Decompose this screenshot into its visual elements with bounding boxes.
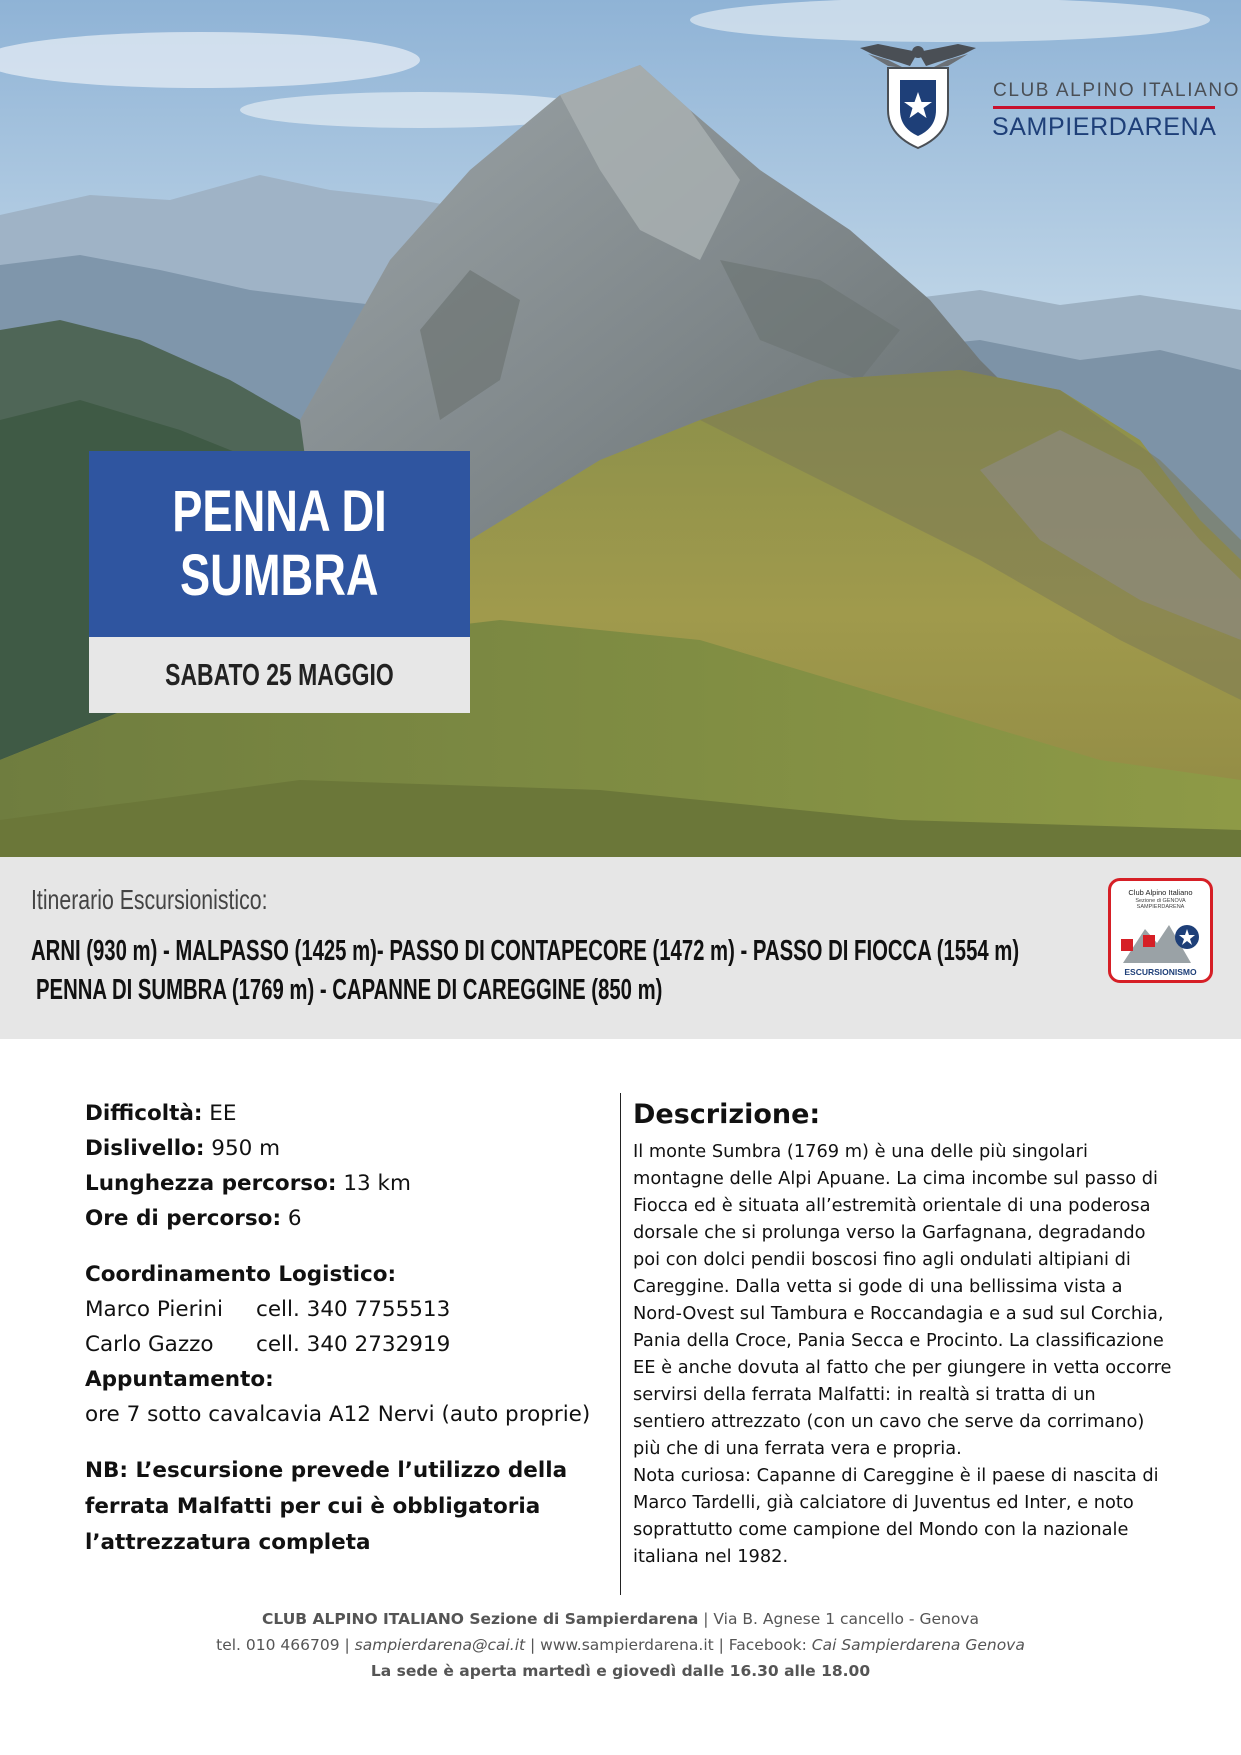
equipment-note: NB: L’escursione prevede l’utilizzo della ferrata Malfatti per cui è obbligatoria l’attrezzatura completa bbox=[85, 1458, 568, 1555]
contact-phone[interactable]: cell. 340 7755513 bbox=[256, 1297, 451, 1322]
logo-subtitle: SAMPIERDARENA bbox=[992, 113, 1217, 141]
badge-line-2: Sezione di GENOVA SAMPIERDARENA bbox=[1135, 898, 1186, 910]
length-label: Lunghezza percorso: bbox=[85, 1171, 337, 1196]
contact-name: Marco Pierini bbox=[85, 1297, 224, 1322]
length-value: 13 km bbox=[336, 1171, 411, 1196]
contact-row bbox=[85, 1292, 605, 1327]
itinerary-route-line-1: ARNI (930 m) - MALPASSO (1425 m)- PASSO DI CONTAPECORE (1472 m) - PASSO DI FIOCCA (1554 m) bbox=[31, 935, 1020, 967]
elevation-label: Dislivello: bbox=[85, 1136, 205, 1161]
contact-name: Carlo Gazzo bbox=[85, 1332, 214, 1357]
hours-label: Ore di percorso: bbox=[85, 1206, 282, 1231]
contact-phone[interactable]: cell. 340 2732919 bbox=[256, 1332, 451, 1357]
description-heading: Descrizione: bbox=[633, 1099, 821, 1130]
footer-facebook-link[interactable]: Cai Sampierdarena Genova bbox=[811, 1636, 1025, 1654]
hours-value: 6 bbox=[281, 1206, 302, 1231]
cai-logo bbox=[858, 40, 1241, 160]
footer-line-1 bbox=[0, 1606, 1241, 1632]
footer-website-link[interactable]: | www.sampierdarena.it | Facebook: bbox=[525, 1636, 812, 1654]
mountain-flag-icon bbox=[1117, 911, 1205, 965]
footer-org: CLUB ALPINO ITALIANO Sezione di Sampierdarena bbox=[262, 1610, 699, 1628]
title-line-1: PENNA DI bbox=[172, 479, 387, 544]
hours-row bbox=[85, 1201, 605, 1236]
contact-row bbox=[85, 1327, 605, 1362]
column-divider bbox=[620, 1093, 621, 1595]
meeting-text: ore 7 sotto cavalcavia A12 Nervi (auto proprie) bbox=[85, 1402, 591, 1427]
eagle-shield-emblem-icon bbox=[858, 40, 978, 155]
title-box bbox=[89, 451, 470, 637]
footer-address: | Via B. Agnese 1 cancello - Genova bbox=[698, 1610, 979, 1628]
badge-line-1: Club Alpino Italiano bbox=[1128, 888, 1193, 897]
badge-line-3: ESCURSIONISMO bbox=[1124, 967, 1197, 977]
meeting-heading: Appuntamento: bbox=[85, 1367, 274, 1392]
trip-info bbox=[85, 1096, 605, 1561]
elevation-value: 950 m bbox=[204, 1136, 281, 1161]
date-box bbox=[89, 637, 470, 713]
itinerary-label: Itinerario Escursionistico: bbox=[31, 884, 268, 915]
logo-divider bbox=[993, 106, 1215, 109]
difficulty-label: Difficoltà: bbox=[85, 1101, 203, 1126]
escursionismo-badge bbox=[1108, 878, 1213, 983]
difficulty-row bbox=[85, 1096, 605, 1131]
footer-line-2 bbox=[0, 1632, 1241, 1658]
itinerary-route-line-2: PENNA DI SUMBRA (1769 m) - CAPANNE DI CAREGGINE (850 m) bbox=[36, 974, 663, 1006]
title-line-2: SUMBRA bbox=[180, 543, 379, 608]
description-paragraph: Il monte Sumbra (1769 m) è una delle più singolari montagne delle Alpi Apuane. La cima incombe sul passo di Fiocca ed è situata all’estremità orientale di una poderosa dorsale che si prolunga verso la Garfagnana, degradando poi con dolci pendii boscosi fino agli ondulati altipiani di Careggine. Dalla vetta si gode di una bellissima vista a Nord-Ovest sul Tambura e Roccandagia e a sud sul Corchia, Pania della Croce, Pania Secca e Procinto. La classificazione EE è anche dovuta al fatto che per giungere in vetta occorre servirsi della ferrata Malfatti: in realtà si tratta di un sentiero attrezzato (con un cavo che serve da corrimano) più che di una ferrata vera e propria. bbox=[633, 1141, 1172, 1459]
coordination-heading: Coordinamento Logistico: bbox=[85, 1262, 397, 1287]
logo-title: CLUB ALPINO ITALIANO bbox=[993, 80, 1241, 101]
difficulty-value: EE bbox=[202, 1101, 237, 1126]
event-date: SABATO 25 MAGGIO bbox=[165, 657, 394, 692]
footer-line-3 bbox=[0, 1658, 1241, 1684]
length-row bbox=[85, 1166, 605, 1201]
footer-phone: tel. 010 466709 | bbox=[216, 1636, 355, 1654]
elevation-row bbox=[85, 1131, 605, 1166]
description bbox=[633, 1098, 1173, 1570]
description-note: Nota curiosa: Capanne di Careggine è il paese di nascita di Marco Tardelli, già calciatore di Juventus ed Inter, e noto soprattutto come campione del Mondo con la nazionale italiana nel 1982. bbox=[633, 1465, 1159, 1567]
itinerary-band bbox=[0, 857, 1241, 1039]
footer-email-link[interactable]: sampierdarena@cai.it bbox=[354, 1636, 526, 1654]
footer bbox=[0, 1606, 1241, 1684]
footer-hours: La sede è aperta martedì e giovedì dalle 16.30 alle 18.00 bbox=[370, 1662, 871, 1680]
